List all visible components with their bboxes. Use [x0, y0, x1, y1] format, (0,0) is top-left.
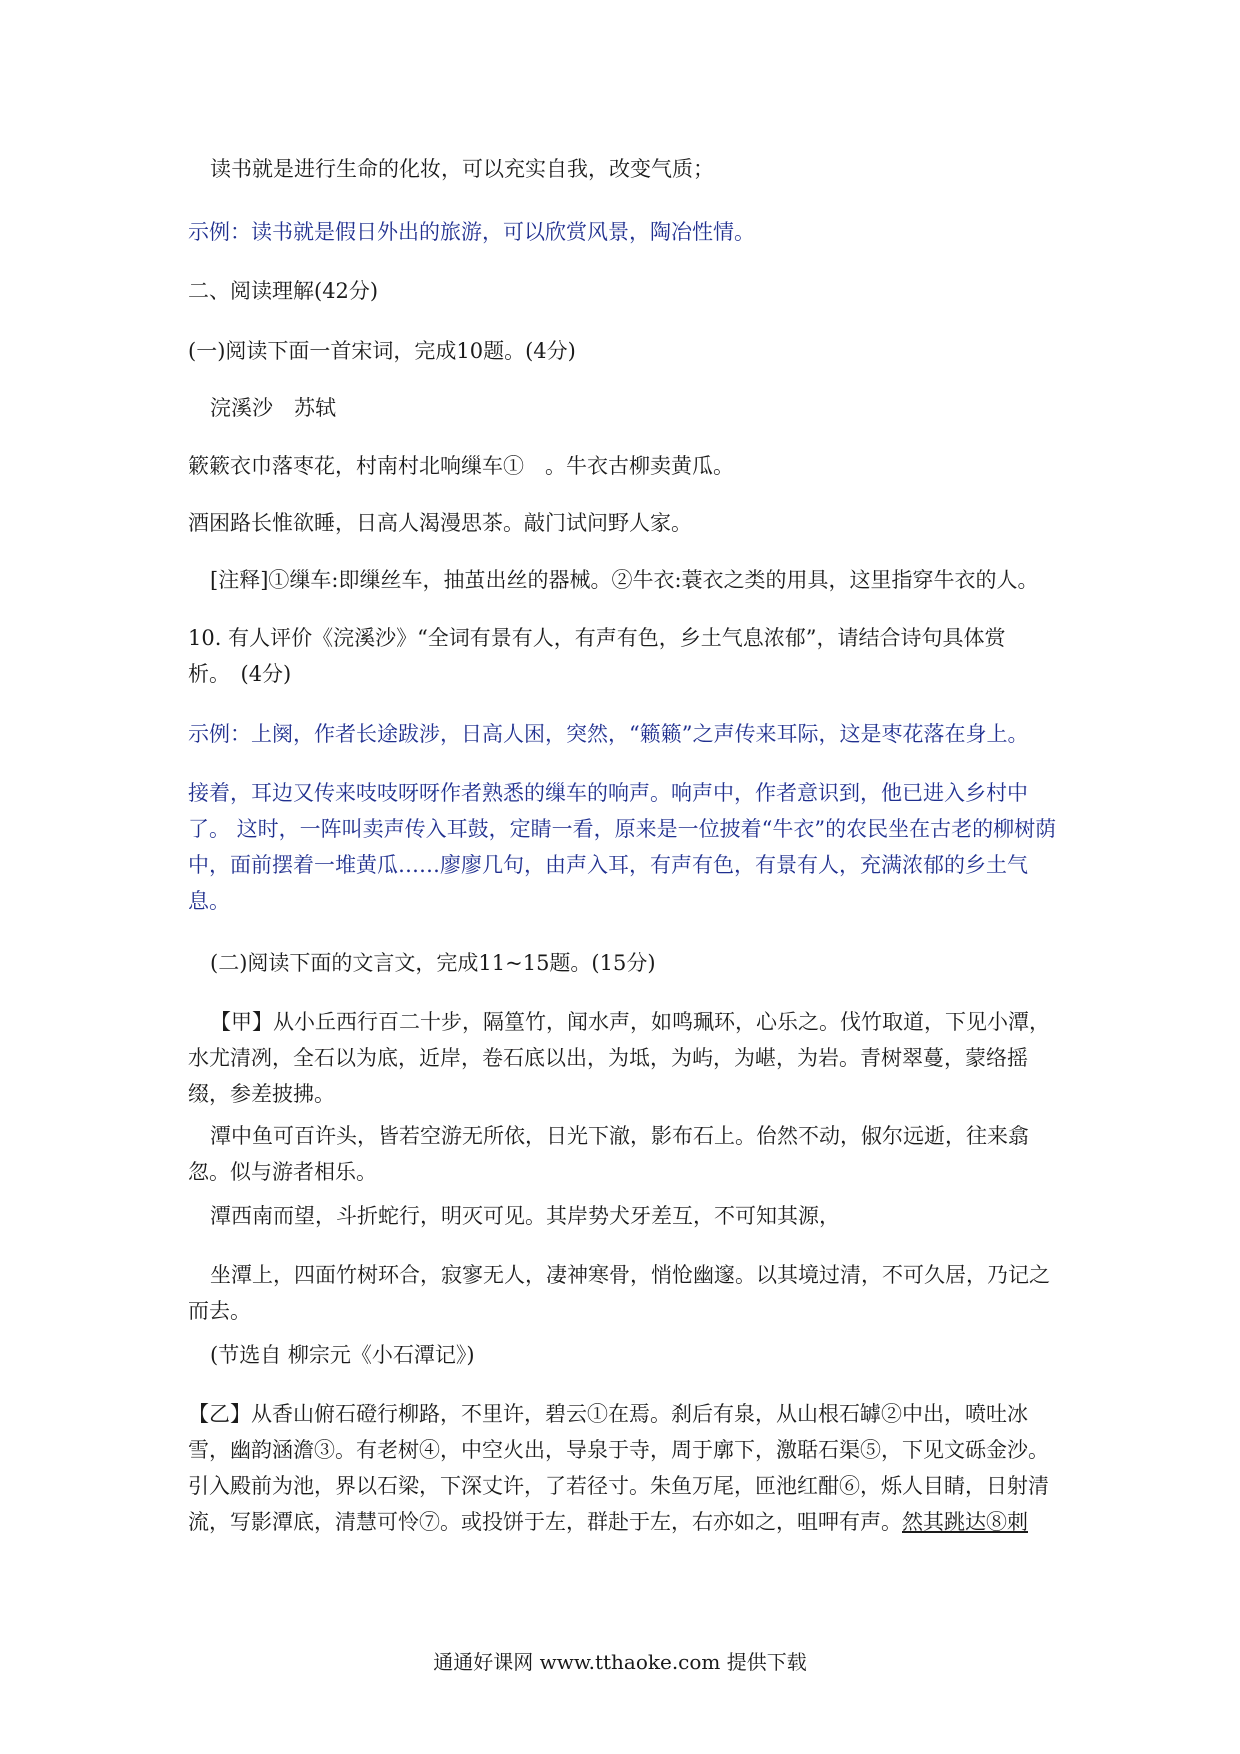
- answer-example: 示例：读书就是假日外出的旅游，可以欣赏风景，陶冶性情。: [188, 220, 755, 244]
- text-jia-line: 潭西南而望，斗折蛇行，明灭可见。其岸势犬牙差互，不可知其源，: [210, 1204, 840, 1228]
- text-jia-paragraph: 潭中鱼可百许头，皆若空游无所依，日光下澈，影布石上。佁然不动，俶尔远逝，往来翕忽。似与游者相乐。: [188, 1124, 1029, 1184]
- underlined-phrase: 然其跳达⑧刺: [902, 1510, 1028, 1534]
- source-citation: (节选自 柳宗元《小石潭记》): [210, 1343, 475, 1367]
- answer-paragraph: 接着，耳边又传来吱吱呀呀作者熟悉的缫车的响声。响声中，作者意识到，他已进入乡村中了。 这时，一阵叫卖声传入耳鼓，定睛一看，原来是一位披着“牛衣”的农民坐在古老的柳树荫中，面前摆着一堆黄瓜……廖廖几句，由声入耳，有声有色，有景有人，充满浓郁的乡土气息。: [188, 781, 1057, 913]
- text-line: 读书就是进行生命的化妆，可以充实自我，改变气质；: [210, 157, 714, 181]
- page-footer: 通通好课网 www.tthaoke.com 提供下载: [433, 1650, 807, 1674]
- question-10: 10. 有人评价《浣溪沙》“全词有景有人，有声有色，乡土气息浓郁”，请结合诗句具体赏: [188, 626, 1006, 650]
- poem-line: 酒困路长惟欲睡，日高人渴漫思茶。敲门试问野人家。: [188, 511, 692, 535]
- text-yi-body: 【乙】从香山俯石磴行柳路，不里许，碧云①在焉。刹后有泉，从山根石罅②中出，喷吐冰雪，幽韵涵澹③。有老树④，中空火出，导泉于寺，周于廓下，激聒石渠⑤，下见文砾金沙。引入殿前为池，界以石梁，下深丈许，了若径寸。朱鱼万尾，匝池红酣⑥，烁人目睛，日射清流，写影潭底，清慧可怜⑦。或投饼于左，群赴于左，右亦如之，咀呷有声。: [188, 1402, 1049, 1534]
- poem-title: 浣溪沙 苏轼: [210, 396, 336, 420]
- text-yi-paragraph: [188, 1396, 1058, 1540]
- question-heading: (一)阅读下面一首宋词，完成10题。(4分): [188, 339, 576, 363]
- question-10-cont: 析。 (4分): [188, 662, 292, 686]
- text-jia-paragraph: 坐潭上，四面竹树环合，寂寥无人，凄神寒骨，悄怆幽邃。以其境过清，不可久居，乃记之而去。: [188, 1263, 1050, 1323]
- answer-example: 示例：上阕，作者长途跋涉，日高人困，突然，“籁籁”之声传来耳际，这是枣花落在身上。: [188, 722, 1029, 746]
- section-heading: 二、阅读理解(42分): [188, 279, 379, 303]
- poem-line: 簌簌衣巾落枣花，村南村北响缫车① 。牛衣古柳卖黄瓜。: [188, 454, 734, 478]
- text-jia-paragraph: 【甲】从小丘西行百二十步，隔篁竹，闻水声，如鸣珮环，心乐之。伐竹取道，下见小潭，水尤清冽，全石以为底，近岸，卷石底以出，为坻，为屿，为嵁，为岩。青树翠蔓，蒙络摇缀，参差披拂。: [188, 1010, 1050, 1106]
- poem-notes: [注释]①缫车:即缫丝车，抽茧出丝的器械。②牛衣:蓑衣之类的用具，这里指穿牛衣的人。: [210, 568, 1039, 592]
- section-heading: (二)阅读下面的文言文，完成11~15题。(15分): [210, 951, 656, 975]
